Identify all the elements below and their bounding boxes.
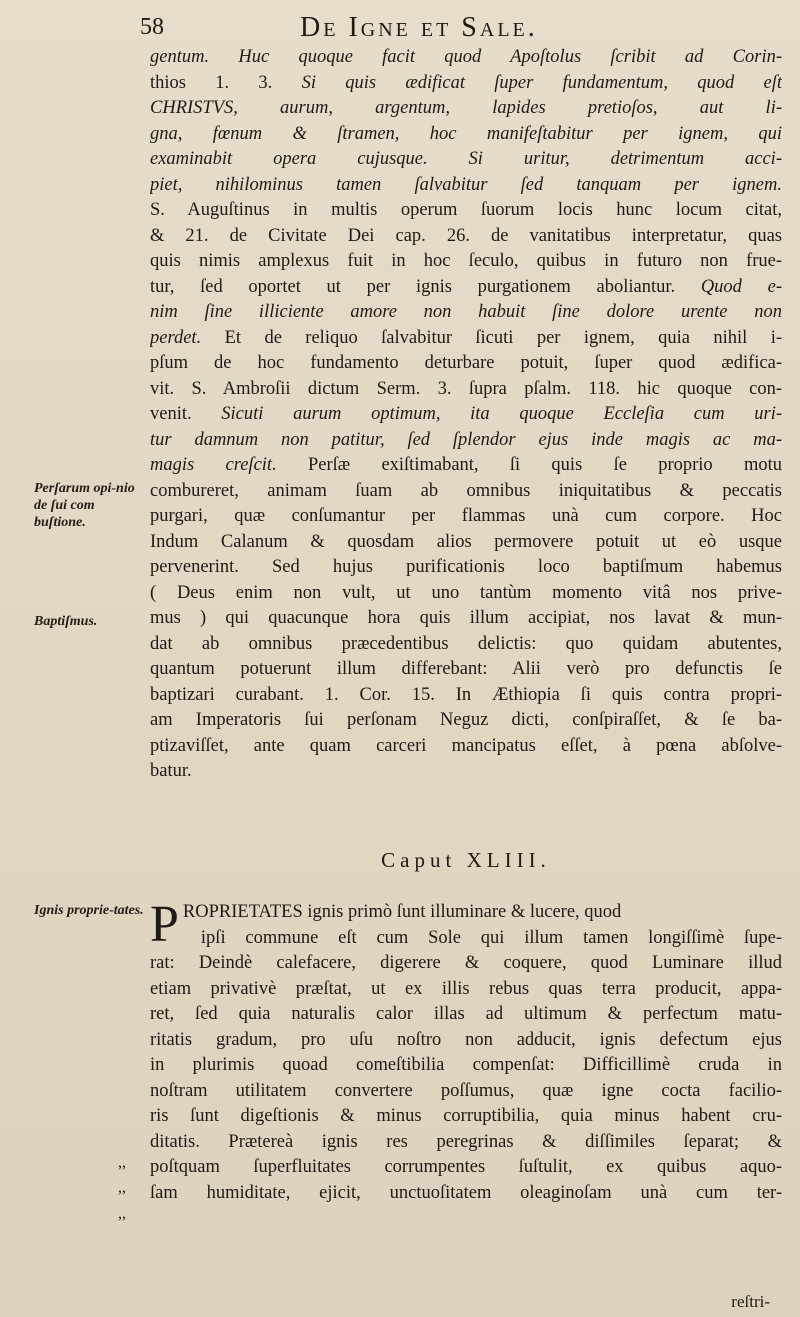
text-line: venit. Sicuti aurum optimum, ita quoque Eccleſia cum uri- <box>150 404 782 424</box>
text-line: dat ab omnibus præcedentibus delictis: quo quidam abutentes, <box>150 633 782 654</box>
text-line: in plurimis quoad comeſtibilia compenſat: Difficillimè cruda in <box>150 1055 782 1075</box>
text-line: gentum. Huc quoque facit quod Apoſtolus ſcribit ad Corin- <box>150 47 782 67</box>
text-block-lower <box>150 896 782 1206</box>
text-line: ptizaviſſet, ante quam carceri mancipatus eſſet, à pœna abſolve- <box>150 735 782 756</box>
running-title: De Igne et Sale. <box>300 12 538 43</box>
text-line: ſam humiditate, ejicit, unctuoſitatem oleaginoſam unà cum ter- <box>150 1182 782 1203</box>
text-line: poſtquam ſuperfluitates corrumpentes ſuſtulit, ex quibus aquo- <box>150 1157 782 1177</box>
text-line: pſum de hoc fundamento deturbare potuit, ſuper quod ædifica- <box>150 353 782 373</box>
text-line: magis creſcit. Perſæ exiſtimabant, ſi quis ſe proprio motu <box>150 455 782 475</box>
quote-mark: ,, <box>118 1179 126 1196</box>
margin-note-persarum: Perſarum opi-nio de ſui com buſtione. <box>34 481 135 530</box>
text-line: examinabit opera cujusque. Si uritur, detrimentum acci- <box>150 149 782 169</box>
text-line: ditatis. Prætereà ignis res peregrinas & diſſimiles ſeparat; & <box>150 1131 782 1152</box>
first-line: ROPRIETATES ignis primò ſunt illuminare & lucere, quod <box>182 902 622 922</box>
text-line: purgari, quæ conſumantur per flammas unà cum corpore. Hoc <box>150 506 782 526</box>
margin-note-baptismus: Baptiſmus. <box>34 614 98 629</box>
text-line: thios 1. 3. Si quis ædificat ſuper fundamentum, quod eſt <box>150 72 782 93</box>
text-line: ret, ſed quia naturalis calor illas ad ultimum & perfectum matu- <box>150 1004 782 1024</box>
text-line: S. Auguſtinus in multis operum ſuorum locis hunc locum citat, <box>150 200 782 220</box>
text-line: ipſi commune eſt cum Sole qui illum tamen longiſſimè ſupe- <box>200 927 782 948</box>
text-line: noſtram utilitatem convertere poſſumus, quæ igne cocta facilio- <box>150 1080 782 1101</box>
text-line: rat: Deindè calefacere, digerere & coquere, quod Luminare illud <box>150 953 782 973</box>
text-line: ritatis gradum, pro uſu noſtro non adducit, ignis defectum ejus <box>150 1029 782 1050</box>
text-line: ( Deus enim non vult, ut uno tantùm momento vitâ nos prive- <box>150 582 782 603</box>
text-line: mus ) qui quacunque hora quis illum accipiat, nos lavat & mun- <box>150 608 782 628</box>
text-line: gna, fœnum & ſtramen, hoc manifeſtabitur per ignem, qui <box>150 123 782 144</box>
text-line: tur damnum non patitur, ſed ſplendor ejus inde magis ac ma- <box>150 429 782 450</box>
chapter-heading: Caput XLIII. <box>381 848 551 872</box>
text-line: etiam privativè præſtat, ut ex illis rebus quas terra producit, appa- <box>150 978 782 999</box>
text-line: ris ſunt digeſtionis & minus corruptibilia, quia minus habent cru- <box>150 1106 782 1126</box>
text-line: CHRISTVS, aurum, argentum, lapides pretioſos, aut li- <box>150 98 782 118</box>
text-line: Indum Calanum & quosdam alios permovere potuit ut eò usque <box>150 531 782 552</box>
text-line: & 21. de Civitate Dei cap. 26. de vanitatibus interpretatur, quas <box>150 225 782 246</box>
drop-cap: P <box>150 896 179 953</box>
text-line: batur. <box>150 761 192 781</box>
page-number: 58 <box>140 14 164 40</box>
catchword: reſtri- <box>731 1292 770 1311</box>
text-line: piet, nihilominus tamen ſalvabitur ſed tanquam per ignem. <box>150 174 782 195</box>
page-header <box>140 12 780 46</box>
quote-mark: ,, <box>118 1205 126 1222</box>
text-line: nim ſine illiciente amore non habuit ſine dolore urente non <box>150 302 782 322</box>
text-line: vit. S. Ambroſii dictum Serm. 3. ſupra pſalm. 118. hic quoque con- <box>150 378 782 399</box>
text-line: am Imperatoris ſui perſonam Neguz dicti, conſpiraſſet, & ſe ba- <box>150 710 782 730</box>
text-block-upper <box>150 45 782 785</box>
text-line: quantum potuerunt illum differebant: Alii verò pro defunctis ſe <box>150 659 782 679</box>
quote-mark: ,, <box>118 1154 126 1171</box>
text-line: quis nimis amplexus fuit in hoc ſeculo, quibus in futuro non frue- <box>150 251 782 271</box>
margin-note-ignis: Ignis proprie-tates. <box>34 903 144 918</box>
text-line: perdet. Et de reliquo ſalvabitur ſicuti per ignem, quia nihil i- <box>150 327 782 348</box>
text-line: tur, ſed oportet ut per ignis purgationem aboliantur. Quod e- <box>150 276 782 297</box>
text-line: pervenerint. Sed hujus purificationis loco baptiſmum habemus <box>150 557 782 577</box>
text-line: combureret, animam ſuam ab omnibus iniquitatibus & peccatis <box>150 480 782 501</box>
text-line: baptizari curabant. 1. Cor. 15. In Æthiopia ſi quis contra propri- <box>150 684 782 705</box>
